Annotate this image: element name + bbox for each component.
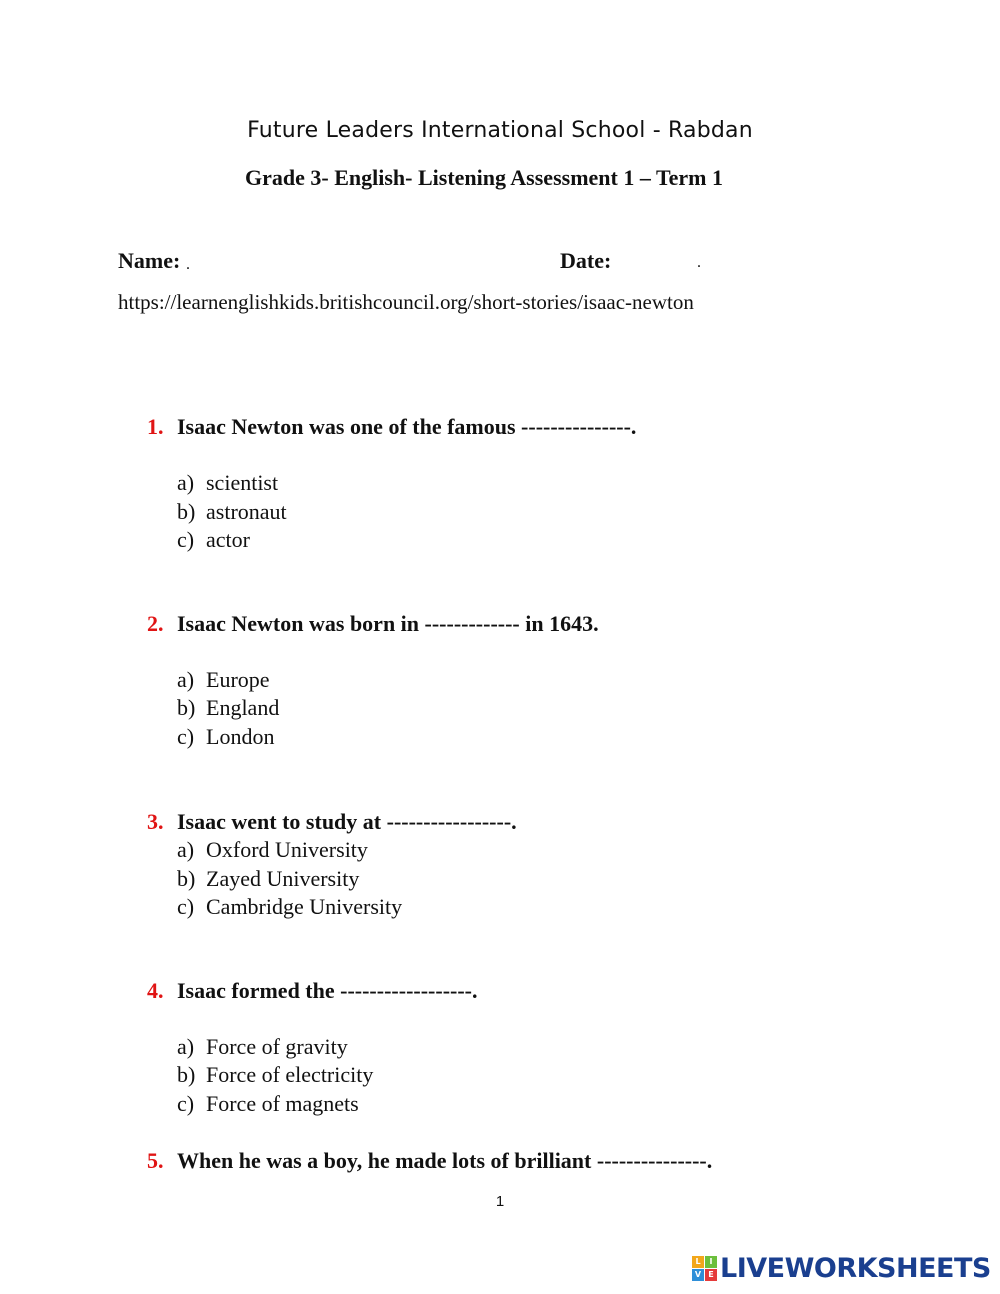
- answer-option[interactable]: [177, 499, 287, 525]
- page-number: 1: [495, 1193, 505, 1210]
- option-text: London: [206, 724, 275, 749]
- option-letter: c): [177, 527, 195, 552]
- option-letter: b): [177, 499, 196, 524]
- option-letter: c): [177, 724, 195, 749]
- answer-option[interactable]: [177, 894, 402, 920]
- question: [147, 978, 478, 1004]
- question: [147, 1148, 712, 1174]
- option-letter: c): [177, 894, 195, 919]
- question: [147, 414, 636, 440]
- answer-option[interactable]: [177, 527, 250, 553]
- answer-option[interactable]: [177, 1091, 359, 1117]
- option-text: Oxford University: [206, 837, 368, 862]
- question: [147, 809, 517, 835]
- question-text: Isaac formed the ------------------.: [177, 978, 478, 1003]
- option-text: Force of electricity: [206, 1062, 374, 1087]
- name-field[interactable]: .: [186, 256, 190, 273]
- answer-option[interactable]: [177, 866, 359, 892]
- answer-option[interactable]: [177, 667, 270, 693]
- option-letter: a): [177, 837, 195, 862]
- answer-option[interactable]: [177, 1062, 373, 1088]
- answer-option[interactable]: [177, 837, 368, 863]
- date-label: Date:: [560, 248, 612, 273]
- option-text: astronaut: [206, 499, 287, 524]
- question-text: Isaac Newton was born in ------------- in 1643.: [177, 611, 599, 636]
- brand-mark-letter: L: [692, 1256, 704, 1268]
- question-number: 1.: [147, 414, 164, 439]
- option-letter: b): [177, 1062, 196, 1087]
- question-number: 2.: [147, 611, 164, 636]
- question-number: 5.: [147, 1148, 164, 1173]
- brand-mark-letter: V: [692, 1269, 704, 1281]
- question-text: When he was a boy, he made lots of brilliant ---------------.: [177, 1148, 713, 1173]
- brand-mark-letter: E: [705, 1269, 717, 1281]
- assessment-title: Grade 3- English- Listening Assessment 1 – Term 1: [245, 165, 723, 190]
- option-letter: b): [177, 866, 196, 891]
- brand-mark-letter: I: [705, 1256, 717, 1268]
- question: [147, 611, 599, 637]
- option-text: Cambridge University: [206, 894, 403, 919]
- question-text: Isaac Newton was one of the famous ---------------.: [177, 414, 637, 439]
- question-number: 4.: [147, 978, 164, 1003]
- option-text: scientist: [206, 470, 279, 495]
- option-letter: a): [177, 1034, 195, 1059]
- liveworksheets-icon: [692, 1256, 717, 1281]
- option-text: Force of gravity: [206, 1034, 348, 1059]
- answer-option[interactable]: [177, 470, 278, 496]
- option-text: Europe: [206, 667, 270, 692]
- answer-option[interactable]: [177, 1034, 348, 1060]
- question-text: Isaac went to study at -----------------.: [177, 809, 517, 834]
- option-letter: a): [177, 667, 195, 692]
- answer-option[interactable]: [177, 695, 279, 721]
- option-letter: c): [177, 1091, 195, 1116]
- option-text: England: [206, 695, 280, 720]
- answer-option[interactable]: [177, 724, 274, 750]
- option-text: Force of magnets: [206, 1091, 359, 1116]
- date-field[interactable]: .: [697, 254, 701, 271]
- option-letter: a): [177, 470, 195, 495]
- school-name: Future Leaders International School - Rabdan: [247, 118, 753, 143]
- option-text: Zayed University: [206, 866, 360, 891]
- option-letter: b): [177, 695, 196, 720]
- brand-name: LIVEWORKSHEETS: [720, 1253, 991, 1284]
- option-text: actor: [206, 527, 250, 552]
- source-url: https://learnenglishkids.britishcouncil.org/short-stories/isaac-newton: [118, 290, 694, 314]
- question-number: 3.: [147, 809, 164, 834]
- name-label: Name:: [118, 248, 181, 273]
- liveworksheets-logo: [692, 1253, 991, 1284]
